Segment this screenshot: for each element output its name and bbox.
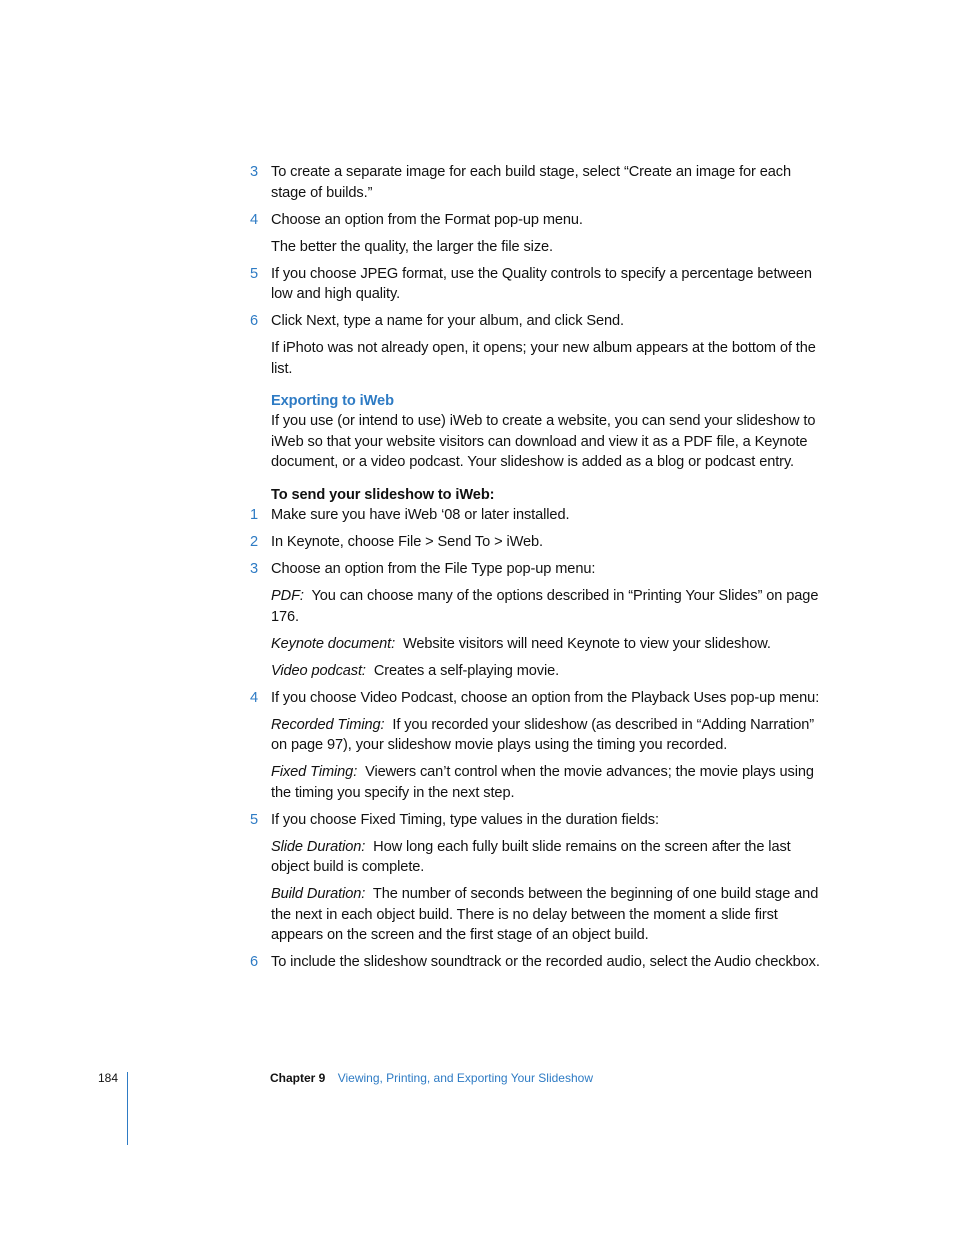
step-number: 5 xyxy=(250,811,259,828)
section-heading: Exporting to iWeb xyxy=(271,393,394,409)
step-4-format xyxy=(250,210,827,231)
step-number: 3 xyxy=(250,561,259,577)
option-term: Slide Duration: xyxy=(271,838,366,855)
step-text: To create a separate image for each build stage, select “Create an image for each stage of builds.” xyxy=(271,164,792,201)
step-3-file-type xyxy=(250,559,827,580)
step-5-durations xyxy=(250,810,827,831)
step-6-click-next xyxy=(250,311,827,332)
step-number: 4 xyxy=(250,689,259,706)
footer-divider xyxy=(127,1072,128,1145)
step-1-install-iweb xyxy=(250,505,827,526)
step-text: In Keynote, choose File > Send To > iWeb. xyxy=(271,534,544,550)
step-3-create-images xyxy=(250,162,827,203)
option-text: The number of seconds between the beginning of one build stage and the next in each object build. There is no delay between the moment a slide first appears on the screen and the first stage of an object build. xyxy=(271,886,819,943)
option-text: You can choose many of the options described in “Printing Your Slides” on page 176. xyxy=(271,588,819,625)
option-term: Fixed Timing: xyxy=(271,764,358,780)
option-term: Video podcast: xyxy=(271,662,366,679)
step-text: Make sure you have iWeb ‘08 or later installed. xyxy=(271,507,570,523)
option-term: Build Duration: xyxy=(271,886,366,902)
step-number: 3 xyxy=(250,164,259,180)
step-4-playback xyxy=(250,688,827,709)
step-number: 4 xyxy=(250,211,259,228)
task-heading: To send your slideshow to iWeb: xyxy=(271,486,495,503)
option-text: Viewers can’t control when the movie advances; the movie plays using the timing you specify in the next step. xyxy=(271,764,814,801)
option-slide-duration xyxy=(271,837,827,878)
step-text: If you choose Video Podcast, choose an option from the Playback Uses pop-up menu: xyxy=(271,689,820,706)
footer-chapter xyxy=(270,1071,593,1085)
step-2-send-to-iweb xyxy=(250,532,827,553)
option-term: Keynote document: xyxy=(271,635,396,652)
step-number: 1 xyxy=(250,507,259,523)
step-note: The better the quality, the larger the file size. xyxy=(271,238,553,255)
option-video-podcast xyxy=(271,661,827,682)
chapter-title: Viewing, Printing, and Exporting Your Slideshow xyxy=(337,1071,593,1085)
step-text: Choose an option from the File Type pop-up menu: xyxy=(271,561,596,577)
option-text: If you recorded your slideshow (as described in “Adding Narration” on page 97), your slideshow movie plays using the timing you recorded. xyxy=(271,716,815,753)
option-text: Creates a self-playing movie. xyxy=(373,662,560,679)
step-number: 2 xyxy=(250,534,259,550)
option-term: Recorded Timing: xyxy=(271,716,385,733)
step-6-audio xyxy=(250,952,827,973)
step-text: To include the slideshow soundtrack or the recorded audio, select the Audio checkbox. xyxy=(271,954,820,970)
option-keynote-document xyxy=(271,634,827,655)
step-5-jpeg-quality xyxy=(250,264,827,305)
step-number: 6 xyxy=(250,954,259,970)
chapter-label: Chapter 9 xyxy=(270,1071,326,1085)
step-note: If iPhoto was not already open, it opens; your new album appears at the bottom of the list. xyxy=(271,340,816,377)
step-text: Click Next, type a name for your album, and click Send. xyxy=(271,313,625,329)
option-fixed-timing xyxy=(271,762,827,803)
page-body xyxy=(250,162,827,979)
step-text: If you choose JPEG format, use the Quality controls to specify a percentage between low and high quality. xyxy=(271,265,812,302)
option-text: Website visitors will need Keynote to view your slideshow. xyxy=(402,635,771,652)
step-text: If you choose Fixed Timing, type values in the duration fields: xyxy=(271,811,659,828)
step-text: Choose an option from the Format pop-up menu. xyxy=(271,211,583,228)
option-term: PDF: xyxy=(271,588,304,604)
step-number: 5 xyxy=(250,265,259,282)
option-text: How long each fully built slide remains on the screen after the last object build is complete. xyxy=(271,838,791,875)
section-intro: If you use (or intend to use) iWeb to create a website, you can send your slideshow to iWeb so that your website visitors can download and view it as a PDF file, a Keynote document, or a video podcast. Your slideshow is added as a blog or podcast entry. xyxy=(271,413,816,470)
option-recorded-timing xyxy=(271,715,827,756)
option-pdf xyxy=(271,586,827,627)
step-number: 6 xyxy=(250,313,259,329)
option-build-duration xyxy=(271,884,827,946)
page-number: 184 xyxy=(98,1071,119,1085)
